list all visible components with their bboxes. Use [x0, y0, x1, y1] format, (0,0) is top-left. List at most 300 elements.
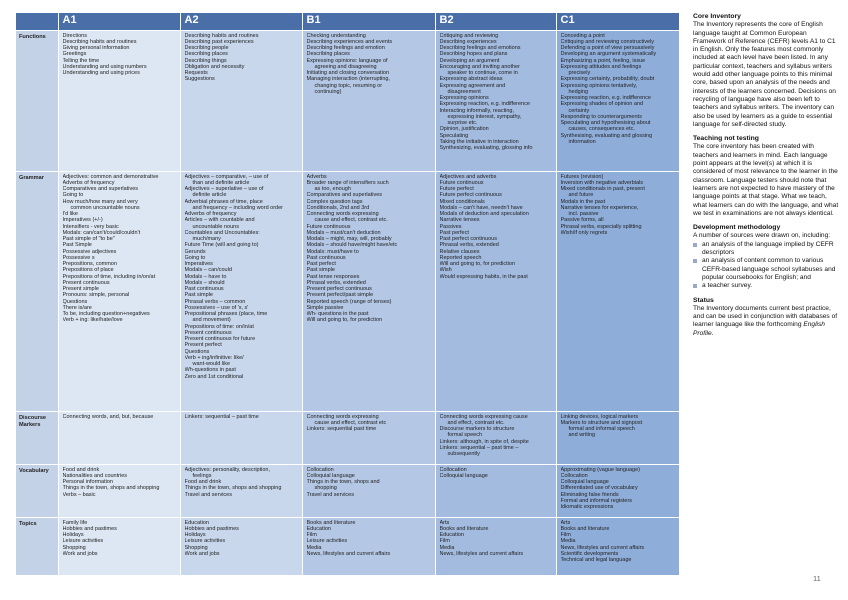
cell-line: Food and drink: [184, 479, 222, 485]
cell-line: Linkers: sequential – past time –: [439, 444, 519, 451]
cell-line: Eliminating false friends: [560, 491, 619, 498]
methodology-source-item: [693, 241, 839, 258]
cell-line: disagreement: [447, 88, 481, 95]
cell-line: Describing people: [184, 45, 229, 51]
methodology-source-text: an analysis of the language implied by CEFR descriptors: [702, 240, 834, 257]
cell-line: definite article: [192, 192, 227, 199]
cell-line: Expressing attitudes and feelings: [560, 63, 642, 70]
cell-line: Adjectives: personality, description,: [184, 466, 270, 473]
cell-line: and effect, contrast etc.: [447, 419, 505, 426]
cell-line: common uncountable nouns: [70, 204, 140, 211]
cell-line: Differentiated use of vocabulary: [560, 485, 638, 492]
row-label: [16, 30, 58, 171]
cell-line: Discourse markers to structure: [439, 426, 515, 432]
cell-line: Going to: [62, 192, 84, 199]
cell-line: Food and drink: [62, 466, 100, 473]
cell-line: Reported speech: [439, 254, 482, 261]
cell-line: Markers to structure and signpost: [560, 419, 643, 426]
cell-line: Education: [439, 532, 464, 538]
cell-line: cause and effect, contrast etc: [314, 419, 387, 426]
cell-line: and writing: [568, 432, 596, 439]
cell-line: Formal and informal registers: [560, 497, 633, 504]
cell-line: Speculating: [439, 132, 469, 139]
cell-line: Film: [560, 532, 571, 538]
cell-line: Passive forms, all: [560, 217, 604, 224]
cell-line: Present simple: [62, 286, 99, 292]
cell-line: Telling the time: [62, 57, 100, 64]
square-bullet-icon: [693, 259, 697, 263]
cell-line: Narrative tenses: [439, 217, 480, 224]
cell-line: Connecting words expressing: [306, 413, 379, 420]
cell-line: Complex question tags: [306, 198, 363, 205]
cell-line: Shopping: [184, 544, 208, 551]
teaching-not-testing-heading: Teaching not testing: [693, 135, 759, 143]
cell-line: Verb + ing/infinitive: like/: [184, 354, 244, 361]
cell-line: Expressing certainty, probability, doubt: [560, 76, 655, 83]
cell-line: Narrative tenses for experience,: [560, 204, 639, 211]
cell-line: changing topic, resuming or: [314, 82, 383, 89]
cell-line: Phrasal verbs, extended: [439, 242, 499, 249]
cell-line: Adverbs of frequency: [184, 211, 237, 217]
cell-line: News, lifestyles and current affairs: [560, 544, 645, 551]
cell-line: Critiquing and reviewing constructively: [560, 38, 655, 45]
status-heading: Status: [693, 296, 714, 304]
cell-line: Hobbies and pastimes: [184, 525, 239, 532]
cell-line: Holidays: [62, 532, 84, 538]
cell-line: Describing feelings and emotions: [439, 45, 521, 51]
cell-line: Collocation: [560, 472, 588, 479]
cell-line: Modals in the past: [560, 198, 606, 205]
cell-line: Modals – should have/might have/etc: [306, 242, 398, 249]
cell-line: Media: [439, 544, 455, 551]
cell-line: Synthesising, evaluating and glossing: [560, 132, 653, 139]
cell-line: I'd like: [62, 211, 78, 217]
cell-line: precisely: [568, 70, 591, 76]
cell-line: Phrasal verbs, especially splitting: [560, 223, 642, 230]
inventory-row: [16, 517, 679, 575]
english-profile-title: English Profile: [693, 321, 825, 337]
cell-c1: [556, 517, 679, 575]
cell-line: expressing interest, sympathy,: [447, 113, 522, 120]
cell-line: Requests: [184, 70, 208, 76]
cell-line: Past tense responses: [306, 273, 360, 280]
methodology-source-list: [693, 241, 839, 291]
cell-line: Present perfect continuous: [306, 286, 372, 292]
cell-line: Gerunds: [184, 248, 206, 255]
cell-line: Education: [306, 525, 331, 532]
cell-line: Describing hopes and plans: [439, 51, 508, 58]
cell-line: Arts: [560, 519, 571, 526]
cell-line: Expressing opinions tentatively,: [560, 82, 638, 89]
level-header-b1: B1: [302, 13, 435, 30]
cell-line: Describing things: [184, 57, 227, 64]
cell-line: Comparatives and superlatives: [306, 192, 383, 199]
cell-line: Initiating and closing conversation: [306, 70, 390, 76]
cell-line: Wish/if only regrets: [560, 229, 608, 236]
cell-line: Understanding and using numbers: [62, 63, 147, 70]
cell-b2: [435, 464, 556, 517]
cell-line: Suggestions: [184, 76, 215, 83]
cell-line: Adverbs: [306, 173, 327, 180]
cell-a1: [58, 464, 180, 517]
cell-line: Things in the town, shops and shopping: [184, 485, 282, 492]
cell-line: Prepositions of time, including in/on/at: [62, 273, 156, 280]
cell-line: shopping: [314, 485, 337, 492]
cell-line: and movement): [192, 317, 231, 324]
cell-line: Mixed conditionals: [439, 198, 485, 205]
cell-line: Past Simple: [62, 242, 92, 249]
cell-line: Present continuous: [62, 279, 110, 286]
row-label-line: Functions: [19, 33, 46, 40]
cell-line: Modals – can/could: [184, 267, 232, 274]
cell-line: Intensifiers - very basic: [62, 223, 119, 230]
cell-line: certainty: [568, 107, 590, 114]
cell-line: Colloquial language: [306, 472, 355, 479]
cell-a1: [58, 30, 180, 171]
cell-line: Will and going to, for prediction: [306, 317, 383, 324]
cell-line: and frequency – including word order: [192, 204, 284, 211]
cell-line: Relative clauses: [439, 248, 480, 255]
cell-line: speaker to continue, come in: [447, 70, 518, 76]
cell-line: surprise etc.: [447, 120, 478, 126]
cell-line: Present continuous: [184, 329, 232, 336]
cell-line: Expressing reaction, e.g. indifference: [560, 95, 651, 101]
cell-line: much/many: [192, 236, 221, 242]
row-label-line: Grammar: [19, 174, 44, 181]
cell-line: Books and literature: [306, 519, 356, 526]
cell-line: Emphasizing a point, feeling, issue: [560, 57, 646, 64]
status-text-end: .: [711, 329, 714, 337]
cell-line: Adverbs of frequency: [62, 179, 115, 186]
cell-line: Colloquial language: [439, 472, 488, 479]
cell-line: Collocation: [439, 466, 467, 473]
cell-line: Questions: [62, 298, 88, 305]
cell-line: Holidays: [184, 532, 206, 538]
cell-line: Would expressing habits, in the past: [439, 273, 528, 280]
cell-line: Colloquial language: [560, 479, 609, 485]
cell-line: Present perfect/past simple: [306, 292, 374, 299]
cell-c1: [556, 171, 679, 411]
level-header-a2: A2: [180, 13, 302, 30]
cell-line: Work and jobs: [62, 550, 98, 557]
cell-line: want-would like: [192, 361, 231, 367]
cell-line: Articles – with countable and: [184, 217, 255, 224]
inventory-row: [16, 30, 679, 171]
cell-line: Prepositional phrases (place, time: [184, 311, 268, 317]
cell-line: Modals – have to: [184, 273, 227, 280]
core-inventory-table: [16, 13, 679, 576]
cell-a1: [58, 517, 180, 575]
cell-line: Linkers: although, in spite of, despite: [439, 438, 529, 445]
cell-line: Future continuous: [306, 223, 351, 230]
cell-line: Things in the town, shops and shopping: [62, 485, 160, 492]
cell-line: Prepositions of place: [62, 267, 114, 274]
cell-line: Describing past experiences: [184, 38, 254, 45]
cell-line: Prepositions, common: [62, 261, 117, 267]
cell-line: Idiomatic expressions: [560, 504, 614, 510]
status-text: [693, 305, 839, 338]
cell-line: Wish: [439, 267, 452, 274]
cell-line: Speculating and hypothesising about: [560, 120, 651, 126]
cell-line: Technical and legal language: [560, 557, 632, 563]
cell-line: To be, including question+negatives: [62, 311, 150, 317]
cell-line: Describing places: [184, 51, 228, 58]
cell-c1: [556, 30, 679, 171]
cell-b2: [435, 171, 556, 411]
cell-line: Greetings: [62, 51, 87, 58]
cell-line: Modals: can/can't/could/couldn't: [62, 229, 141, 236]
cell-line: hedging: [568, 88, 589, 95]
cell-line: Comparatives and superlatives: [62, 186, 139, 192]
cell-a2: [180, 411, 302, 464]
cell-line: Modals of deduction and speculation: [439, 211, 529, 217]
cell-line: Simple passive: [306, 304, 344, 311]
cell-line: Critiquing and reviewing: [439, 32, 499, 39]
cell-line: There is/are: [62, 304, 92, 311]
level-header-b2: B2: [435, 13, 556, 30]
cell-line: Travel and services: [184, 491, 232, 498]
cell-line: Future Time (will and going to): [184, 242, 259, 249]
header-corner: [16, 13, 58, 30]
cell-line: Modals – must/can't deduction: [306, 229, 381, 236]
methodology-source-item: [693, 282, 839, 290]
cell-line: Nationalities and countries: [62, 472, 128, 479]
cell-line: News, lifestyles and current affairs: [306, 550, 391, 557]
cell-line: Adverbial phrases of time, place: [184, 198, 263, 205]
cell-line: Modals – might, may, will, probably: [306, 236, 392, 242]
cell-line: Countables and Uncountables:: [184, 229, 260, 236]
cell-line: Leisure activities: [62, 538, 104, 545]
cell-line: Modals: must/have to: [306, 248, 359, 255]
cell-line: Expressing opinions: [439, 95, 489, 101]
cell-line: Adjectives: common and demonstrative: [62, 173, 159, 180]
core-inventory-heading: Core Inventory: [693, 13, 741, 20]
core-inventory-text: The Inventory represents the core of English language taught at Common European Framework of Reference (CEFR) levels A1 to C1 in English. Only the features most commonly included at each level have been listed. In any particular context, teachers and syllabus writers would add other language points to this minimal core, based upon an analysis of the needs and interests of the learners concerned. Decisions on recycling of language have also been left to teachers and syllabus writers. The inventory can also be used by learners as a guide to essential language for self-directed study.: [693, 21, 836, 128]
cell-line: Will and going to, for prediction: [439, 261, 516, 267]
cell-line: Film: [439, 538, 450, 545]
cell-line: Expressing abstract ideas: [439, 76, 503, 83]
level-header-a1: A1: [58, 13, 180, 30]
cell-line: Responding to counterarguments: [560, 113, 642, 120]
methodology-source-text: a teacher survey.: [702, 282, 753, 290]
cell-line: How much/how many and very: [62, 198, 138, 205]
row-label: [16, 411, 58, 464]
cell-line: continuing): [314, 88, 342, 95]
cell-a2: [180, 517, 302, 575]
cell-line: Personal information: [62, 479, 113, 485]
cell-line: Interacting informally, reacting,: [439, 107, 514, 114]
cell-line: Expressing reaction, e.g. indifference: [439, 101, 530, 108]
cell-line: Passives: [439, 223, 462, 230]
cell-line: Future continuous: [439, 179, 484, 186]
cell-line: Past continuous: [184, 286, 224, 292]
cell-line: Checking understanding: [306, 32, 366, 39]
cell-line: Collocation: [306, 466, 334, 473]
cell-line: Adjectives – comparative, – use of: [184, 173, 269, 180]
row-label: [16, 171, 58, 411]
cell-b1: [302, 464, 435, 517]
cell-line: Past perfect: [306, 261, 336, 267]
development-methodology-intro: A number of sources were drawn on, including:: [693, 232, 831, 240]
cell-line: Phrasal verbs – common: [184, 298, 246, 305]
development-methodology-heading: Development methodology: [693, 224, 781, 232]
cell-line: Opinion, justification: [439, 126, 489, 133]
cell-line: Media: [560, 538, 576, 545]
cell-line: Developing an argument: [439, 57, 500, 64]
cell-line: Conditionals, 2nd and 3rd: [306, 204, 370, 211]
cell-line: Going to: [184, 254, 206, 261]
cell-line: Travel and services: [306, 491, 354, 498]
cell-line: Reported speech (range of tenses): [306, 298, 392, 305]
cell-line: and future: [568, 192, 594, 199]
cell-line: incl. passive: [568, 211, 599, 217]
cell-line: Leisure activities: [306, 538, 348, 545]
cell-line: Past simple of "to be": [62, 236, 115, 242]
cell-line: Understanding and using prices: [62, 70, 140, 76]
cell-line: uncountable nouns: [192, 223, 239, 230]
status-text-start: The Inventory documents current best practice, and can be used in conjunction with databases of learner language like the forthcoming: [693, 304, 838, 329]
cell-line: Developing an argument systematically: [560, 51, 657, 58]
cell-line: Arts: [439, 519, 450, 526]
cell-line: Past perfect continuous: [439, 236, 497, 242]
cell-line: Pronouns: simple, personal: [62, 292, 130, 299]
cell-line: Inversion with negative adverbials: [560, 179, 644, 186]
square-bullet-icon: [693, 284, 697, 288]
cell-line: Things in the town, shops and: [306, 479, 380, 485]
cell-b1: [302, 517, 435, 575]
cell-line: Wh- questions in the past: [306, 311, 369, 317]
cell-a2: [180, 464, 302, 517]
cell-line: cause and effect, contrast etc.: [314, 217, 388, 224]
level-header-row: [16, 13, 679, 30]
cell-line: formal and informal speech: [568, 426, 635, 432]
cell-line: Defending a point of view persuasively: [560, 45, 655, 51]
cell-line: Modals – should: [184, 279, 225, 286]
cell-line: Possessive s: [62, 254, 95, 261]
cell-line: agreeing and disagreeing: [314, 63, 377, 70]
cell-line: Describing experiences: [439, 38, 497, 45]
cell-a2: [180, 171, 302, 411]
cell-line: Family life: [62, 519, 88, 526]
row-label-line: Discourse: [19, 414, 47, 421]
cell-line: feelings: [192, 472, 212, 479]
sidebar-notes: [693, 13, 839, 338]
cell-b1: [302, 411, 435, 464]
cell-line: Verbs – basic: [62, 491, 96, 498]
row-label-line: Markers: [19, 421, 41, 428]
cell-line: Possessives – use of 's, s': [184, 304, 249, 311]
cell-a2: [180, 30, 302, 171]
cell-line: Describing experiences and events: [306, 38, 393, 45]
cell-a1: [58, 171, 180, 411]
inventory-row: [16, 464, 679, 517]
cell-line: Obligation and necessity: [184, 63, 245, 70]
cell-line: Approximating (vague language): [560, 466, 640, 473]
cell-line: Phrasal verbs, extended: [306, 279, 366, 286]
cell-line: Imperatives (+/-): [62, 217, 103, 224]
cell-line: Questions: [184, 348, 210, 355]
cell-line: Wh-questions in past: [184, 367, 236, 374]
methodology-source-text: an analysis of content common to various CEFR-based language school syllabuses and popular coursebooks for English; and: [702, 257, 836, 281]
cell-b1: [302, 171, 435, 411]
cell-line: Leisure activities: [184, 538, 226, 545]
cell-line: formal speech: [447, 432, 483, 439]
cell-b2: [435, 517, 556, 575]
cell-line: News, lifestyles and current affairs: [439, 550, 524, 557]
cell-line: Past perfect: [439, 229, 469, 236]
cell-line: Zero and 1st conditional: [184, 373, 244, 380]
cell-line: Future perfect: [439, 186, 474, 192]
row-label-line: Vocabulary: [19, 467, 49, 474]
cell-line: Expressing opinions: language of: [306, 57, 388, 64]
cell-line: Past simple: [306, 267, 335, 274]
level-header-c1: C1: [556, 13, 679, 30]
cell-line: Connecting words expressing cause: [439, 413, 528, 420]
cell-a1: [58, 411, 180, 464]
cell-line: Past simple: [184, 292, 213, 299]
cell-c1: [556, 411, 679, 464]
cell-line: Directions: [62, 32, 87, 39]
cell-line: Possessive adjectives: [62, 248, 117, 255]
cell-line: as too, enough: [314, 186, 351, 192]
cell-line: Linking devices, logical markers: [560, 413, 639, 420]
cell-line: Books and literature: [439, 525, 489, 532]
cell-line: information: [568, 138, 596, 145]
cell-line: Broader range of intensifiers such: [306, 179, 389, 186]
cell-line: than and definite article: [192, 179, 250, 186]
cell-line: Present perfect: [184, 342, 222, 349]
cell-line: Education: [184, 519, 209, 526]
cell-line: Linkers: sequential – past time: [184, 413, 259, 420]
cell-line: Describing places: [306, 51, 350, 58]
cell-line: Film: [306, 532, 317, 538]
cell-b2: [435, 411, 556, 464]
cell-line: Hobbies and pastimes: [62, 525, 117, 532]
cell-line: Managing interaction (interrupting,: [306, 76, 390, 83]
cell-line: Present continuous for future: [184, 336, 256, 342]
cell-line: Describing habits and routines: [62, 38, 137, 45]
cell-b2: [435, 30, 556, 171]
cell-line: Books and literature: [560, 525, 610, 532]
cell-line: causes, consequences etc.: [568, 126, 635, 133]
inventory-row: [16, 171, 679, 411]
row-label: [16, 517, 58, 575]
cell-line: Modals – can't have, needn't have: [439, 204, 523, 211]
cell-line: Future perfect continuous: [439, 192, 502, 199]
cell-line: Adjectives and adverbs: [439, 173, 497, 180]
cell-b1: [302, 30, 435, 171]
cell-line: Connecting words, and, but, because: [62, 413, 154, 420]
cell-line: Past continuous: [306, 254, 346, 261]
cell-line: Encouraging and inviting another: [439, 63, 520, 70]
cell-line: Expressing agreement and: [439, 82, 506, 89]
cell-line: Expressing shades of opinion and: [560, 101, 644, 108]
cell-line: Shopping: [62, 544, 86, 551]
cell-line: Verb + ing: like/hate/love: [62, 317, 123, 324]
cell-line: Imperatives: [184, 261, 213, 267]
cell-line: Connecting words expressing: [306, 211, 379, 217]
cell-line: Describing habits and routines: [184, 32, 259, 39]
cell-line: Mixed conditionals in past, present: [560, 186, 645, 192]
cell-line: Scientific developments: [560, 550, 619, 557]
row-label-line: Topics: [19, 520, 37, 527]
cell-line: Work and jobs: [184, 550, 220, 557]
row-label: [16, 464, 58, 517]
cell-line: Synthesizing, evaluating, glossing info: [439, 145, 533, 151]
cell-line: Futures (revision): [560, 173, 604, 180]
cell-line: subsequently: [447, 451, 480, 457]
methodology-source-item: [693, 257, 839, 282]
